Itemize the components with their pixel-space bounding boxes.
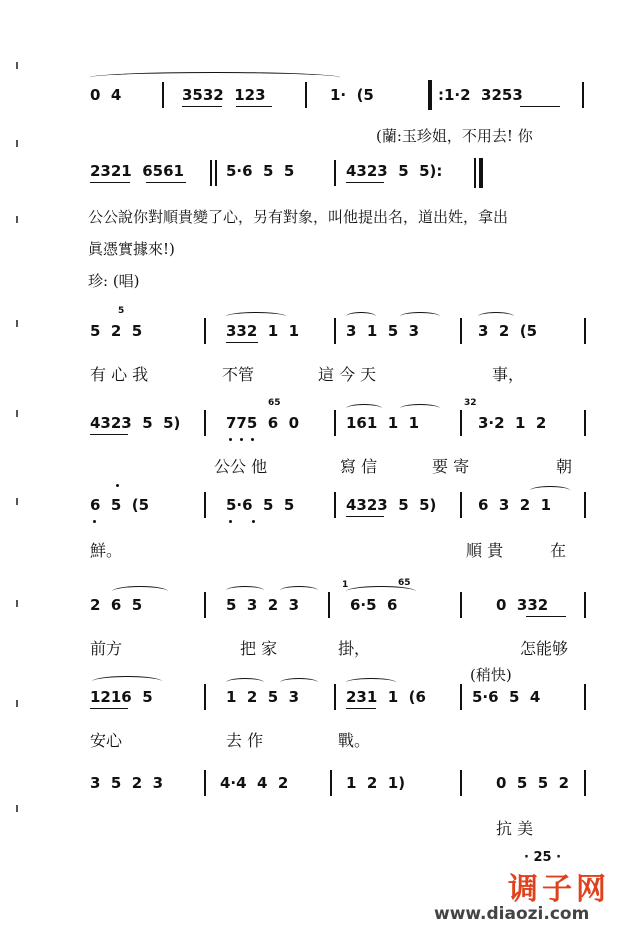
lyric: 寫 信 bbox=[340, 457, 378, 476]
barline bbox=[584, 492, 586, 518]
grace-note: 1 bbox=[342, 580, 349, 590]
barline bbox=[334, 318, 336, 344]
slur bbox=[530, 486, 570, 495]
notation-segment: 0 4 bbox=[90, 86, 122, 104]
barline bbox=[582, 82, 584, 108]
notation-segment: 5 2 5 bbox=[90, 322, 143, 340]
lyric: 怎能够 bbox=[520, 639, 569, 658]
lyric: 在 bbox=[550, 541, 567, 560]
lyric: 把 家 bbox=[240, 639, 278, 658]
notation-segment: 3 2 (5 bbox=[478, 322, 538, 340]
beat-underline bbox=[236, 106, 272, 107]
lyric: 順 貴 bbox=[466, 541, 504, 560]
lyric: 事， bbox=[492, 365, 525, 384]
barline bbox=[328, 592, 330, 618]
slur bbox=[280, 586, 318, 595]
octave-dot bbox=[252, 520, 255, 523]
barline bbox=[204, 684, 206, 710]
barline bbox=[204, 492, 206, 518]
lyric: 朝 bbox=[556, 457, 573, 476]
notation-segment: 6 3 2 1 bbox=[478, 496, 552, 514]
beat-underline bbox=[526, 616, 566, 617]
lyric: 公公 他 bbox=[214, 457, 268, 476]
notation-segment: 5 3 2 3 bbox=[226, 596, 300, 614]
notation-segment: 2321 6561 bbox=[90, 162, 184, 180]
margin-mark bbox=[16, 498, 18, 505]
beat-underline bbox=[346, 708, 376, 709]
margin-mark bbox=[16, 62, 18, 69]
slur bbox=[400, 404, 440, 413]
notation-segment: 6·5 6 bbox=[350, 596, 398, 614]
notation-segment: 3532 123 bbox=[182, 86, 266, 104]
barline bbox=[334, 492, 336, 518]
spoken-dialogue: (蘭:玉珍姐，不用去! 你 bbox=[376, 127, 533, 145]
slur bbox=[226, 586, 264, 595]
barline bbox=[460, 684, 462, 710]
watermark-url: www.diaozi.com bbox=[434, 904, 590, 924]
margin-mark bbox=[16, 140, 18, 147]
notation-segment: 4323 5 5): bbox=[346, 162, 443, 180]
lyric: 抗 美 bbox=[496, 819, 534, 838]
repeat-barline bbox=[428, 80, 432, 110]
lyric: 安心 bbox=[90, 731, 123, 750]
margin-mark bbox=[16, 216, 18, 223]
margin-mark bbox=[16, 805, 18, 812]
barline bbox=[204, 592, 206, 618]
barline bbox=[334, 410, 336, 436]
lyric: 要 寄 bbox=[432, 457, 470, 476]
barline bbox=[479, 158, 483, 188]
barline bbox=[460, 492, 462, 518]
lyric: 鮮。 bbox=[90, 541, 123, 560]
notation-segment: 775 6 0 bbox=[226, 414, 300, 432]
lyric: 有 心 我 bbox=[90, 365, 149, 384]
slur bbox=[226, 678, 264, 687]
barline bbox=[204, 410, 206, 436]
beat-underline bbox=[90, 434, 128, 435]
character-label: 珍: (唱) bbox=[88, 272, 140, 290]
notation-segment: 4·4 4 2 bbox=[220, 774, 289, 792]
slur bbox=[346, 312, 376, 321]
slur bbox=[346, 678, 396, 687]
grace-note: 32 bbox=[464, 398, 477, 408]
margin-mark bbox=[16, 410, 18, 417]
barline bbox=[584, 592, 586, 618]
barline bbox=[460, 770, 462, 796]
notation-segment: 5·6 5 5 bbox=[226, 496, 295, 514]
beat-underline bbox=[226, 342, 258, 343]
notation-segment: 5·6 5 5 bbox=[226, 162, 295, 180]
spoken-dialogue: 眞憑實據來!) bbox=[88, 240, 175, 258]
barline bbox=[162, 82, 164, 108]
slur bbox=[478, 312, 514, 321]
barline bbox=[210, 160, 212, 186]
page-number: · 25 · bbox=[524, 850, 562, 865]
grace-note: 65 bbox=[268, 398, 281, 408]
watermark-logo: 调子网 bbox=[508, 872, 610, 907]
octave-dot bbox=[93, 520, 96, 523]
notation-segment: :1·2 3253 bbox=[438, 86, 523, 104]
lyric: 去 作 bbox=[226, 731, 264, 750]
beat-underline bbox=[520, 106, 560, 107]
barline bbox=[334, 160, 336, 186]
octave-dot bbox=[229, 520, 232, 523]
notation-segment: 332 1 1 bbox=[226, 322, 300, 340]
notation-segment: 3·2 1 2 bbox=[478, 414, 547, 432]
slur bbox=[346, 404, 382, 413]
notation-segment: 6 5 (5 bbox=[90, 496, 150, 514]
barline bbox=[584, 770, 586, 796]
notation-segment: 1216 5 bbox=[90, 688, 153, 706]
beat-underline bbox=[90, 182, 130, 183]
margin-mark bbox=[16, 320, 18, 327]
barline bbox=[460, 318, 462, 344]
notation-segment: 0 5 5 2 bbox=[496, 774, 570, 792]
notation-segment: 2 6 5 bbox=[90, 596, 143, 614]
margin-mark bbox=[16, 700, 18, 707]
barline bbox=[305, 82, 307, 108]
beat-underline bbox=[182, 106, 222, 107]
notation-segment: 1 2 5 3 bbox=[226, 688, 300, 706]
notation-segment: 4323 5 5) bbox=[90, 414, 181, 432]
slur bbox=[92, 676, 162, 687]
notation-segment: 231 1 (6 bbox=[346, 688, 426, 706]
grace-note: 65 bbox=[398, 578, 411, 588]
beat-underline bbox=[346, 182, 384, 183]
notation-segment: 5·6 5 4 bbox=[472, 688, 541, 706]
tempo-marking: (稍快) bbox=[470, 666, 512, 684]
notation-segment: 3 1 5 3 bbox=[346, 322, 420, 340]
barline bbox=[584, 684, 586, 710]
notation-segment: 0 332 bbox=[496, 596, 549, 614]
notation-segment: 4323 5 5) bbox=[346, 496, 437, 514]
slur bbox=[226, 312, 286, 321]
barline bbox=[330, 770, 332, 796]
notation-segment: 3 5 2 3 bbox=[90, 774, 164, 792]
barline bbox=[215, 160, 217, 186]
notation-segment: 1 2 1) bbox=[346, 774, 406, 792]
octave-dot bbox=[251, 438, 254, 441]
barline bbox=[334, 684, 336, 710]
notation-segment: 1· (5 bbox=[330, 86, 374, 104]
barline bbox=[460, 410, 462, 436]
margin-mark bbox=[16, 600, 18, 607]
slur bbox=[90, 72, 340, 83]
notation-segment: 161 1 1 bbox=[346, 414, 420, 432]
spoken-dialogue: 公公說你對順貴變了心，另有對象，叫他提出名，道出姓，拿出 bbox=[88, 208, 509, 226]
beat-underline bbox=[90, 708, 128, 709]
barline bbox=[204, 318, 206, 344]
lyric: 不管 bbox=[222, 365, 255, 384]
barline bbox=[584, 318, 586, 344]
beat-underline bbox=[346, 516, 384, 517]
octave-dot bbox=[116, 484, 119, 487]
lyric: 戰。 bbox=[338, 731, 371, 750]
slur bbox=[400, 312, 440, 321]
octave-dot bbox=[240, 438, 243, 441]
barline bbox=[204, 770, 206, 796]
barline bbox=[460, 592, 462, 618]
octave-dot bbox=[229, 438, 232, 441]
lyric: 前方 bbox=[90, 639, 123, 658]
beat-underline bbox=[146, 182, 186, 183]
barline bbox=[474, 158, 476, 188]
barline bbox=[584, 410, 586, 436]
grace-note: 5 bbox=[118, 306, 125, 316]
lyric: 掛， bbox=[338, 639, 371, 658]
lyric: 這 今 天 bbox=[318, 365, 377, 384]
slur bbox=[280, 678, 318, 687]
